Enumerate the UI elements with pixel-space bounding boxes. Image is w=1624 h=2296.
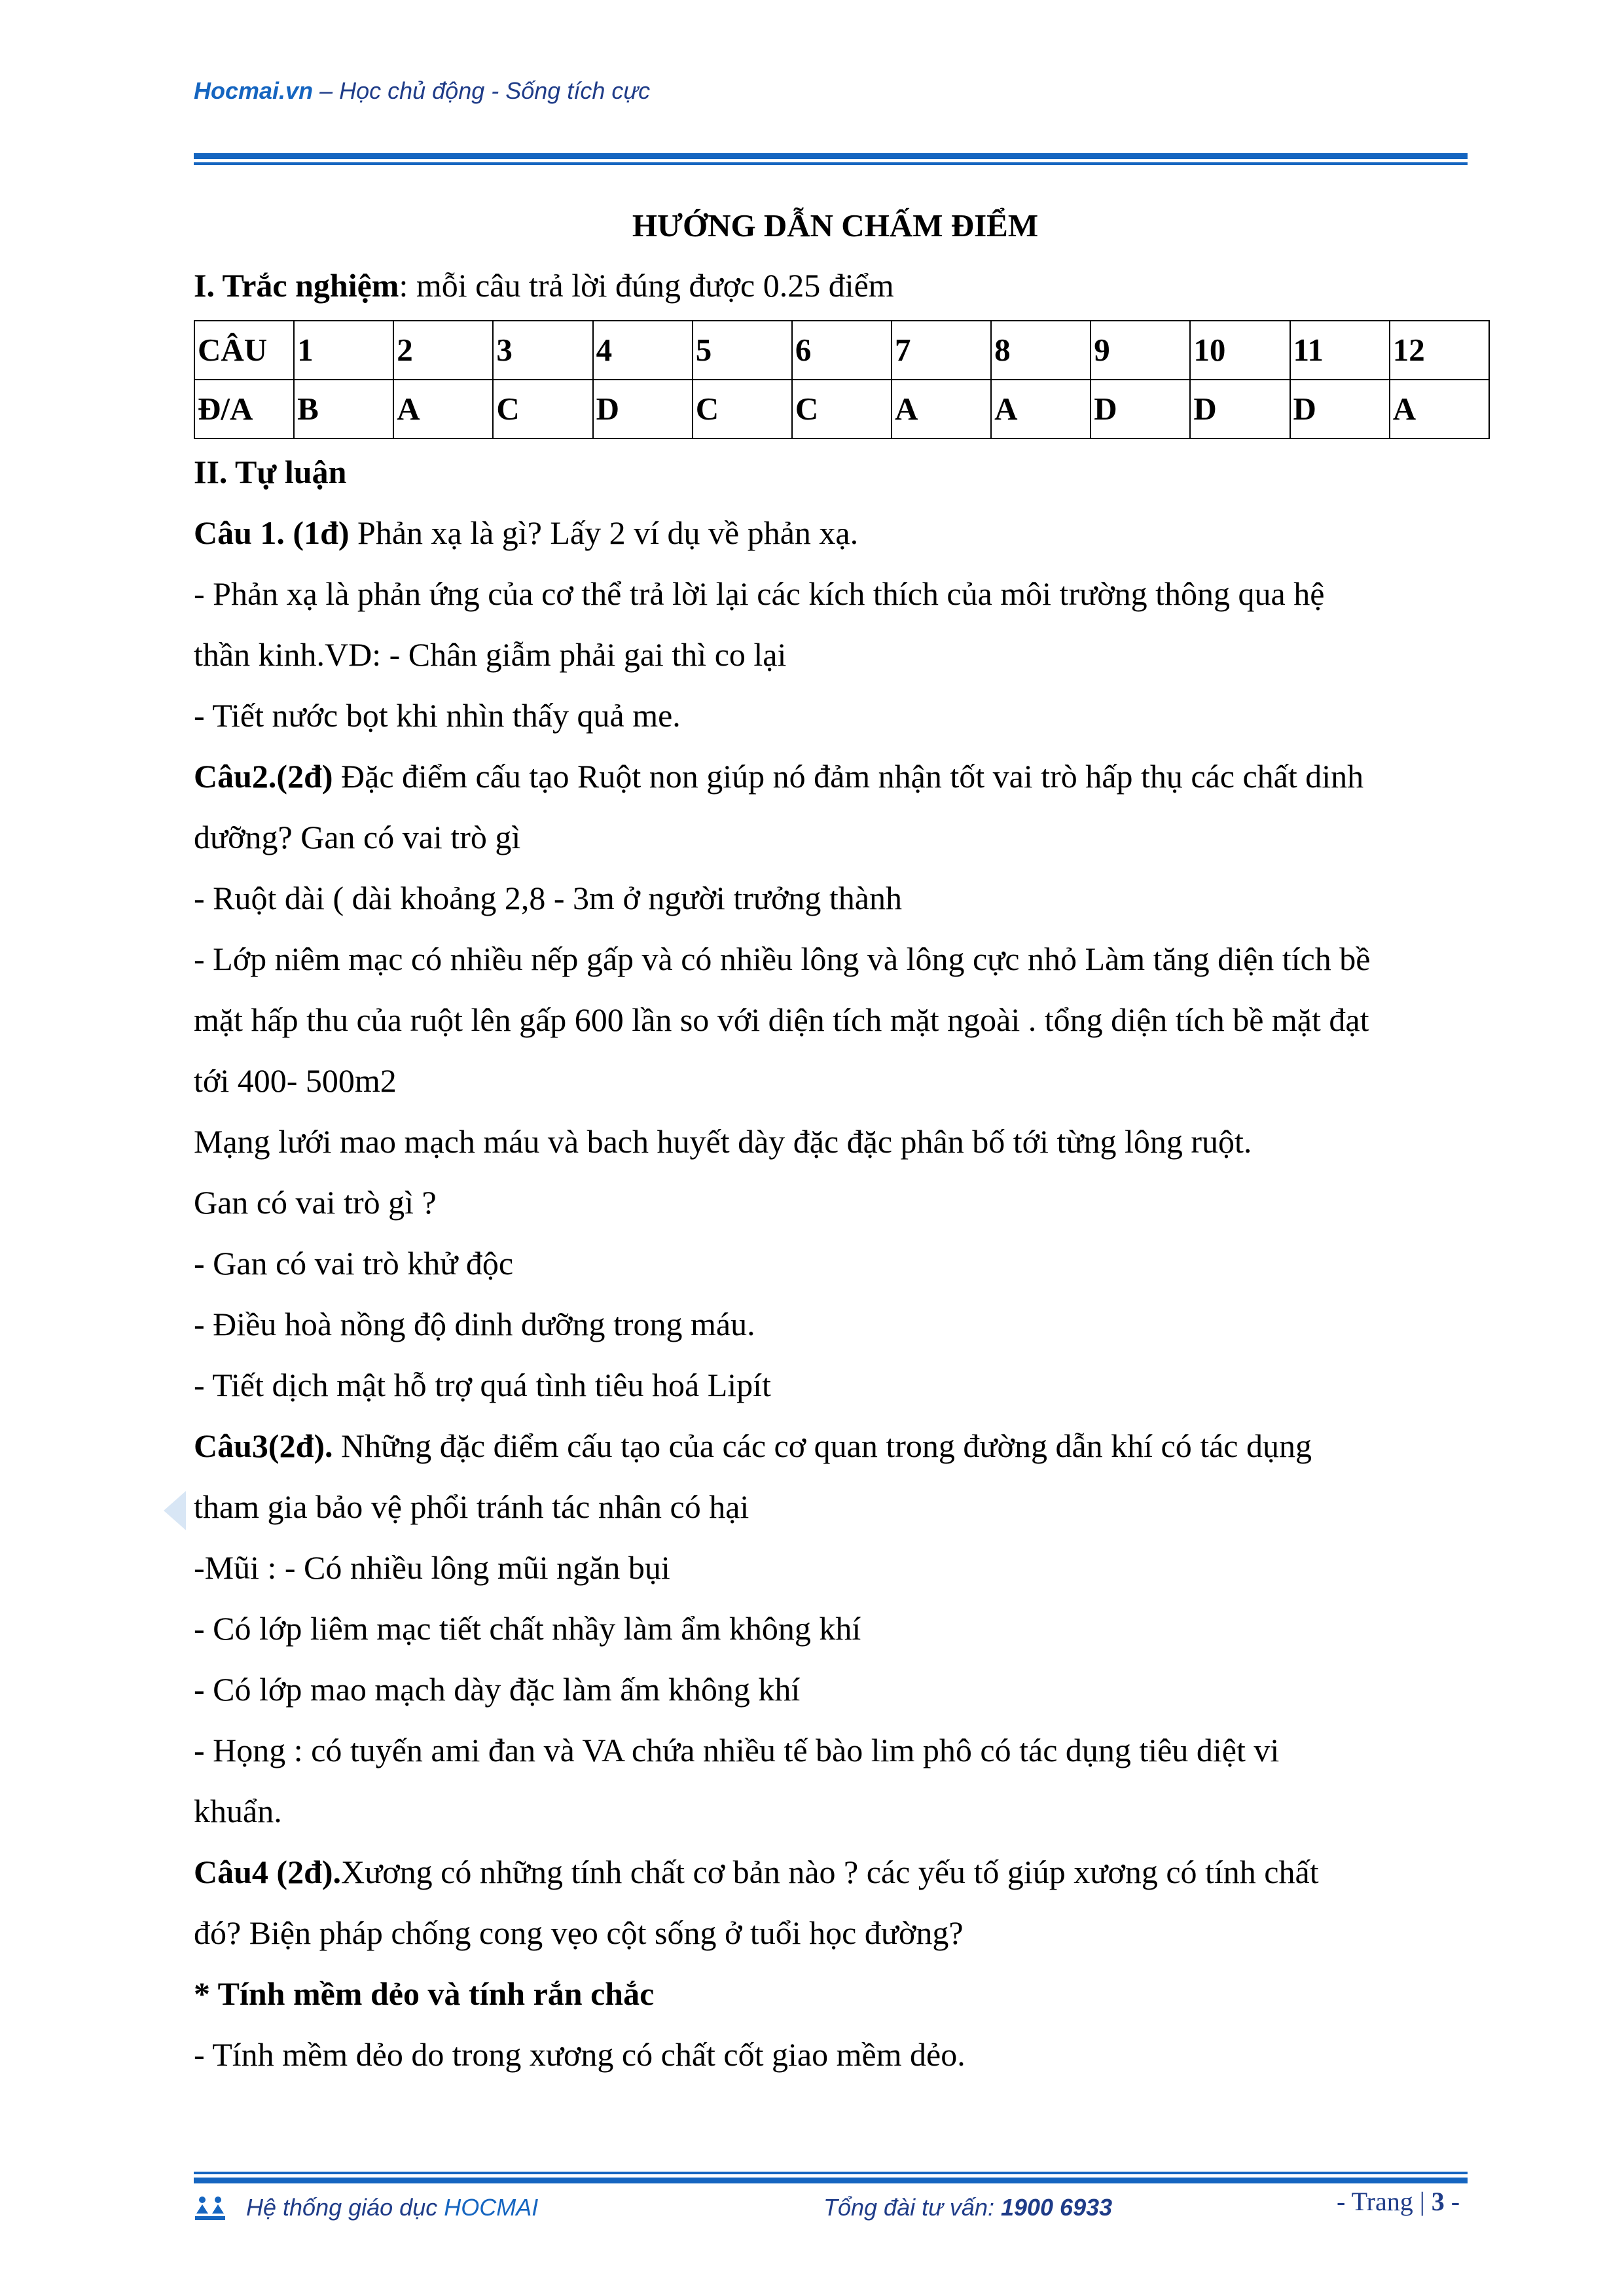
question-number-cell-6: 6 xyxy=(792,321,892,380)
answer-cell-11: D xyxy=(1290,380,1390,439)
brand-name: Hocmai.vn xyxy=(194,77,314,104)
answer-table xyxy=(194,320,1490,439)
answer-cell-8: A xyxy=(991,380,1091,439)
answer-line: - Có lớp liêm mạc tiết chất nhầy làm ẩm không khí xyxy=(194,1610,861,1647)
question-number-cell-5: 5 xyxy=(693,321,792,380)
q1-question xyxy=(194,503,1477,564)
q1-question-text: Phản xạ là gì? Lấy 2 ví dụ về phản xạ. xyxy=(349,514,859,551)
q1-answer xyxy=(194,564,1477,746)
footer-left-text: Hệ thống giáo dục xyxy=(246,2194,444,2221)
page-prefix: - Trang | xyxy=(1337,2187,1432,2216)
section1-heading xyxy=(194,255,1477,316)
footer-hotline-label: Tổng đài tư vấn: xyxy=(823,2194,1001,2221)
q4-question-cont: đó? Biện pháp chống cong vẹo cột sống ở tuổi học đường? xyxy=(194,1914,964,1951)
answer-table-answer-row xyxy=(194,380,1489,439)
footer-org xyxy=(246,2194,538,2221)
answer-cell-12: A xyxy=(1390,380,1489,439)
question-number-cell-3: 3 xyxy=(493,321,592,380)
question-number-cell-12: 12 xyxy=(1390,321,1489,380)
header-rule-thin xyxy=(194,162,1468,165)
answer-line: - Tính mềm dẻo do trong xương có chất cốt giao mềm dẻo. xyxy=(194,2036,965,2073)
question-number-cell-4: 4 xyxy=(593,321,693,380)
footer-phone: 1900 6933 xyxy=(1000,2194,1113,2221)
q3-label: Câu3(2đ). xyxy=(194,1427,333,1464)
answer-line: - Gan có vai trò khử độc xyxy=(194,1245,514,1282)
q3-question-text: Những đặc điểm cấu tạo của các cơ quan trong đường dẫn khí có tác dụng xyxy=(333,1427,1312,1464)
question-number-cell-8: 8 xyxy=(991,321,1091,380)
q2-answer xyxy=(194,868,1477,1416)
answer-cell-3: C xyxy=(493,380,592,439)
question-number-cell-10: 10 xyxy=(1190,321,1290,380)
page-suffix: - xyxy=(1444,2187,1460,2216)
question-number-cell-7: 7 xyxy=(892,321,991,380)
answer-line: - Ruột dài ( dài khoảng 2,8 - 3m ở người trưởng thành xyxy=(194,880,902,916)
q4-question xyxy=(194,1842,1477,1903)
answer-cell-7: A xyxy=(892,380,991,439)
page-number xyxy=(1337,2186,1460,2217)
page-prev-arrow-icon xyxy=(164,1491,186,1530)
q1-label: Câu 1. (1đ) xyxy=(194,514,350,551)
question-number-cell-11: 11 xyxy=(1290,321,1390,380)
answer-line: Gan có vai trò gì ? xyxy=(194,1184,437,1221)
hocmai-logo-icon xyxy=(194,2194,226,2223)
answer-cell-6: C xyxy=(792,380,892,439)
section2-heading: II. Tự luận xyxy=(194,454,347,490)
q2-question-cont: dưỡng? Gan có vai trò gì xyxy=(194,819,521,855)
footer-rule-thick xyxy=(194,2178,1468,2183)
question-number-cell-0: CÂU xyxy=(194,321,294,380)
section1-text: : mỗi câu trả lời đúng được 0.25 điểm xyxy=(399,267,894,304)
page-title: HƯỚNG DẪN CHẤM ĐIỂM xyxy=(632,207,1039,243)
answer-cell-2: A xyxy=(393,380,493,439)
q4-subheading: * Tính mềm dẻo và tính rắn chắc xyxy=(194,1975,655,2012)
footer-hotline xyxy=(823,2194,1112,2221)
section1-label: I. Trắc nghiệm xyxy=(194,267,399,304)
answer-line: - Họng : có tuyến ami đan và VA chứa nhiều tế bào lim phô có tác dụng tiêu diệt vi xyxy=(194,1732,1280,1768)
q3-question-cont: tham gia bảo vệ phổi tránh tác nhân có hại xyxy=(194,1488,749,1525)
question-number-cell-2: 2 xyxy=(393,321,493,380)
answer-line: khuẩn. xyxy=(194,1793,282,1829)
header-rule-thick xyxy=(194,153,1468,159)
answer-cell-9: D xyxy=(1091,380,1190,439)
page-number-value: 3 xyxy=(1431,2187,1445,2216)
question-number-cell-9: 9 xyxy=(1091,321,1190,380)
q2-question-text: Đặc điểm cấu tạo Ruột non giúp nó đảm nhận tốt vai trò hấp thụ các chất dinh xyxy=(333,758,1364,795)
q4-question-text: Xương có những tính chất cơ bản nào ? các yếu tố giúp xương có tính chất xyxy=(341,1854,1319,1890)
answer-line: - Lớp niêm mạc có nhiều nếp gấp và có nhiều lông và lông cực nhỏ Làm tăng diện tích bề xyxy=(194,941,1371,977)
document-body xyxy=(194,196,1477,2085)
answer-line: - Tiết nước bọt khi nhìn thấy quả me. xyxy=(194,697,681,734)
answer-line: -Mũi : - Có nhiều lông mũi ngăn bụi xyxy=(194,1549,670,1586)
answer-cell-10: D xyxy=(1190,380,1290,439)
answer-line: tới 400- 500m2 xyxy=(194,1062,397,1099)
answer-line: mặt hấp thu của ruột lên gấp 600 lần so với diện tích mặt ngoài . tổng diện tích bề mặt đạt xyxy=(194,1001,1369,1038)
answer-table-header-row xyxy=(194,321,1489,380)
q3-question xyxy=(194,1416,1477,1477)
answer-line: - Tiết dịch mật hỗ trợ quá tình tiêu hoá Lipít xyxy=(194,1367,771,1403)
q4-label: Câu4 (2đ). xyxy=(194,1854,342,1890)
question-number-cell-1: 1 xyxy=(294,321,393,380)
answer-cell-4: D xyxy=(593,380,693,439)
q2-label: Câu2.(2đ) xyxy=(194,758,333,795)
answer-cell-0: Đ/A xyxy=(194,380,294,439)
q2-question xyxy=(194,746,1477,807)
answer-line: - Điều hoà nồng độ dinh dưỡng trong máu. xyxy=(194,1306,755,1342)
answer-line: - Có lớp mao mạch dày đặc làm ấm không khí xyxy=(194,1671,801,1708)
footer-rule-thin xyxy=(194,2172,1468,2174)
answer-line: - Phản xạ là phản ứng của cơ thể trả lời lại các kích thích của môi trường thông qua hệ xyxy=(194,575,1325,612)
answer-line: Mạng lưới mao mạch máu và bach huyết dày đặc đặc phân bố tới từng lông ruột. xyxy=(194,1123,1252,1160)
q4-answer xyxy=(194,2024,1477,2085)
answer-line: thần kinh.VD: - Chân giẫm phải gai thì co lại xyxy=(194,636,787,673)
header-brand xyxy=(194,77,650,105)
footer-org-name: HOCMAI xyxy=(444,2194,539,2221)
slogan: – Học chủ động - Sống tích cực xyxy=(313,77,651,104)
answer-cell-1: B xyxy=(294,380,393,439)
q3-answer xyxy=(194,1537,1477,1842)
answer-cell-5: C xyxy=(693,380,792,439)
